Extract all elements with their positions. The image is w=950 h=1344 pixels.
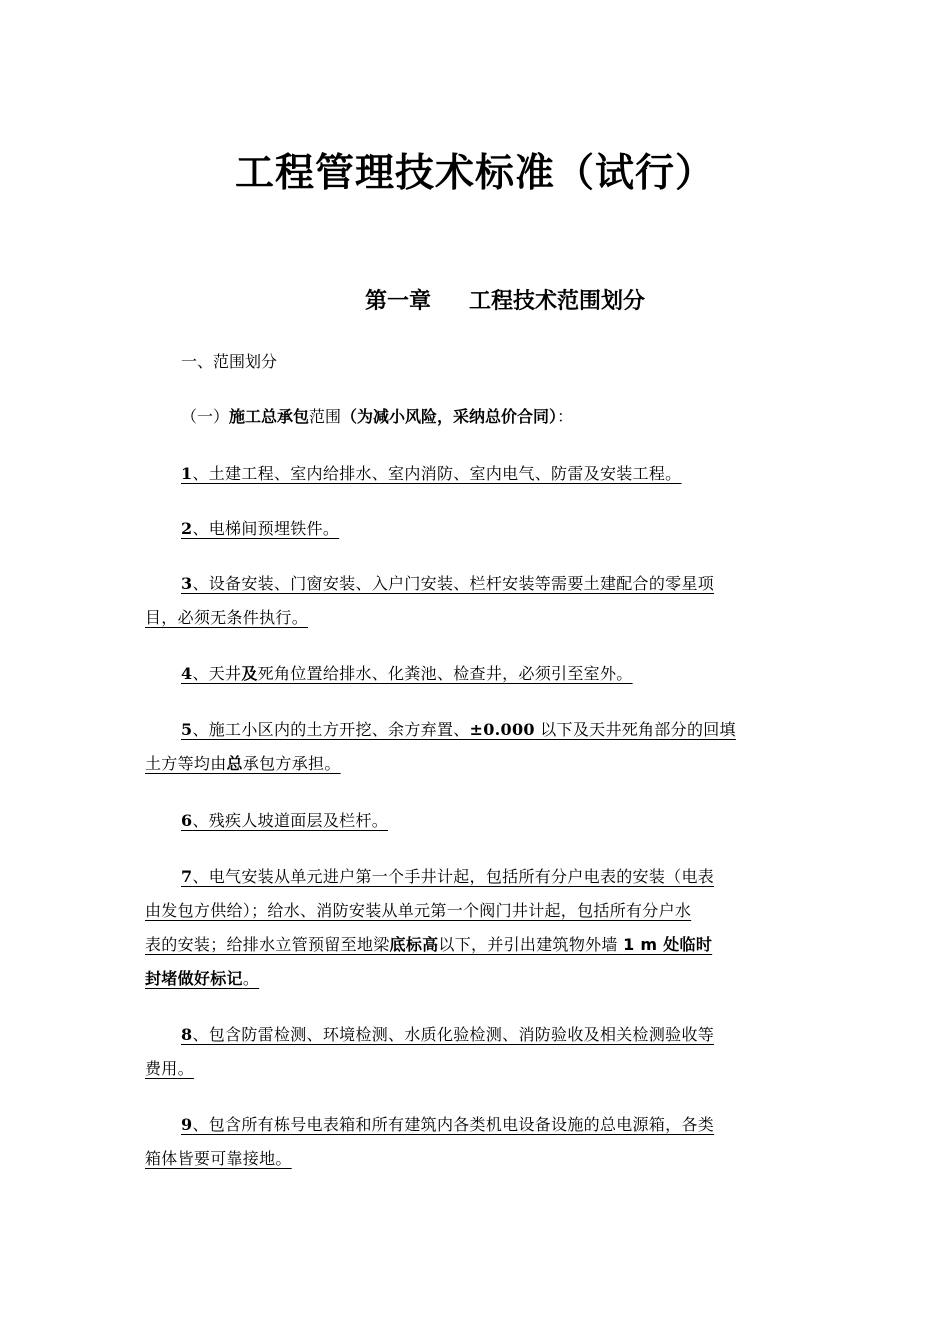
item-text xyxy=(181,1115,714,1134)
item-number: 3 xyxy=(181,574,193,593)
item-bold: ±0.000 xyxy=(469,720,535,739)
item-body: 由发包方供给）；给水、消防安装从单元第一个阀门井计起，包括所有分户水 xyxy=(145,901,692,920)
list-item xyxy=(145,512,805,546)
item-text xyxy=(181,464,681,483)
item-text xyxy=(181,574,714,593)
item-body: 、施工小区内的土方开挖、余方弃置、 xyxy=(192,720,470,739)
item-body: 、电气安装从单元进户第一个手井计起，包括所有分户电表的安装（电表 xyxy=(192,867,715,886)
item-body: 表的安装；给排水立管预留至地梁 xyxy=(145,935,390,954)
item-body: 、天井 xyxy=(192,664,242,683)
item-number: 9 xyxy=(181,1115,193,1134)
document-title: 工程管理技术标准（试行） xyxy=(234,151,715,196)
item-body: 土方等均由 xyxy=(145,754,227,773)
list-item xyxy=(145,804,805,838)
item-bold: 总 xyxy=(226,754,243,773)
item-text xyxy=(145,935,712,954)
item-number: 2 xyxy=(181,519,193,538)
list-item xyxy=(145,457,805,491)
item-number: 7 xyxy=(181,867,193,886)
item-body: 承包方承担。 xyxy=(242,754,341,773)
list-item xyxy=(145,1018,805,1052)
list-item-continuation xyxy=(145,601,805,635)
item-text xyxy=(181,811,388,830)
section-heading: 一、范围划分 xyxy=(181,352,278,371)
subsection-bold2: （为减小风险，采纳总价合同） xyxy=(341,407,558,426)
item-body: 。 xyxy=(242,969,260,988)
item-body: 以下及天井死角部分的回填 xyxy=(534,720,736,739)
list-item-continuation xyxy=(145,894,805,928)
item-text xyxy=(145,969,259,988)
list-item-continuation xyxy=(145,928,805,962)
subsection-normal: 范围 xyxy=(309,407,342,426)
list-item xyxy=(145,657,805,691)
item-text xyxy=(181,720,736,739)
list-item xyxy=(145,860,805,894)
item-number: 1 xyxy=(181,464,193,483)
item-body: 箱体皆要可靠接地。 xyxy=(145,1149,292,1168)
list-item xyxy=(145,1108,805,1142)
item-body: 、电梯间预埋铁件。 xyxy=(192,519,340,538)
list-item-continuation xyxy=(145,962,805,996)
item-number: 4 xyxy=(181,664,193,683)
item-bold: 1 m 处临时 xyxy=(623,935,713,954)
chapter-title-bold: 工程 xyxy=(468,289,513,314)
subsection-open: （一） xyxy=(181,407,230,426)
list-item xyxy=(145,713,805,747)
item-text xyxy=(181,519,339,538)
chapter-title-rest: 技术范围划分 xyxy=(513,288,646,314)
item-text xyxy=(181,664,633,683)
item-body: 费用。 xyxy=(145,1059,194,1078)
item-bold: 封堵做好标记 xyxy=(145,969,243,988)
list-item-continuation xyxy=(145,1142,805,1176)
item-text xyxy=(181,867,714,886)
item-bold: 及 xyxy=(241,664,258,683)
item-body: 以下，并引出建筑物外墙 xyxy=(438,935,624,954)
item-body: 、残疾人坡道面层及栏杆。 xyxy=(192,811,389,830)
item-body: 目，必须无条件执行。 xyxy=(145,608,309,627)
chapter-heading xyxy=(0,284,950,315)
item-body: 、设备安装、门窗安装、入户门安装、栏杆安装等需要土建配合的零星项 xyxy=(192,574,715,593)
item-body: 、包含所有栋号电表箱和所有建筑内各类机电设备设施的总电源箱，各类 xyxy=(192,1115,715,1134)
item-number: 8 xyxy=(181,1025,193,1044)
list-item xyxy=(145,567,805,601)
item-body: 死角位置给排水、化粪池、检查井，必须引至室外。 xyxy=(257,664,633,683)
subsection-bold1: 施工总承包 xyxy=(229,407,310,426)
item-text xyxy=(181,1025,714,1044)
item-body: 、包含防雷检测、环境检测、水质化验检测、消防验收及相关检测验收等 xyxy=(192,1025,715,1044)
item-body: 、土建工程、室内给排水、室内消防、室内电气、防雷及安装工程。 xyxy=(192,464,682,483)
list-item-continuation xyxy=(145,747,805,781)
item-bold: 底标高 xyxy=(389,935,439,954)
subsection-end: ： xyxy=(557,407,574,426)
list-item-continuation xyxy=(145,1052,805,1086)
subsection-heading xyxy=(145,400,805,434)
item-text xyxy=(145,754,341,773)
item-number: 6 xyxy=(181,811,193,830)
item-number: 5 xyxy=(181,720,193,739)
chapter-number: 第一章 xyxy=(364,288,431,314)
